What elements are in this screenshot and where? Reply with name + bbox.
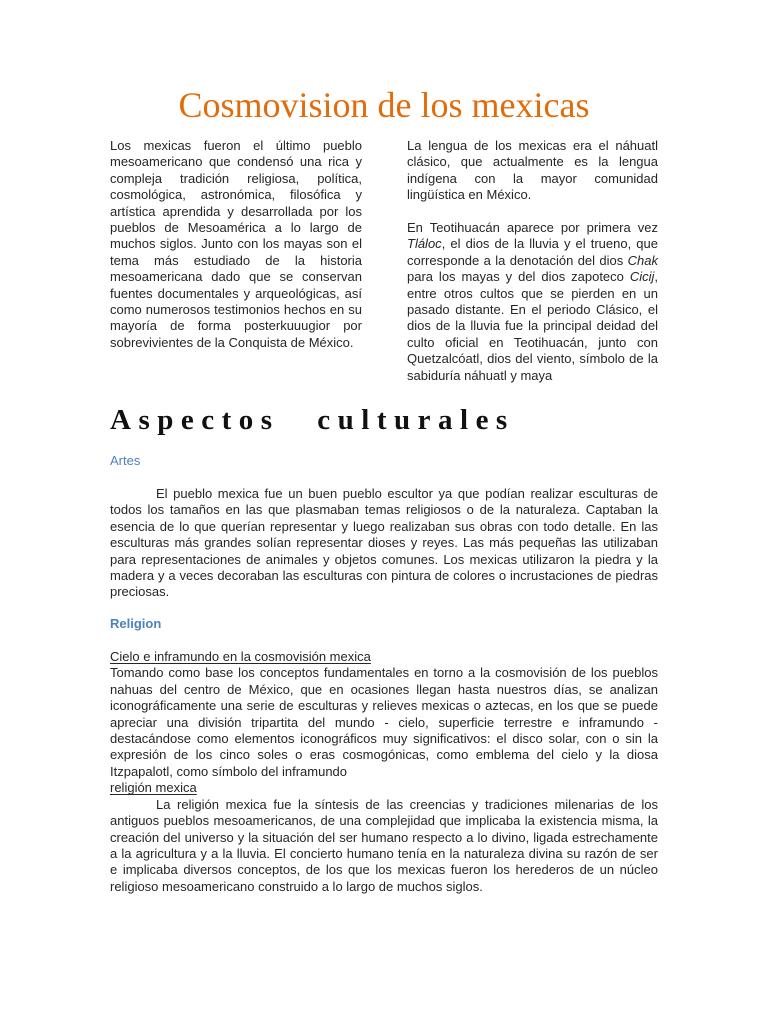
- intro-right-paragraph-teotihuacan: [407, 220, 658, 384]
- deity-name-tlaloc: Tláloc: [407, 236, 442, 252]
- religion-mexica-subheading: religión mexica: [110, 780, 197, 796]
- intro-left-paragraph: Los mexicas fueron el último pueblo mesoamericano que condensó una rica y compleja tradición religiosa, política, cosmológica, astronómica, filosófica y artística aprendida y desarrollada por los pueblos de Mesoamérica a lo largo de muchos siglos. Junto con los mayas son el tema más estudiado de la historia mesoamericana dado que se conservan fuentes documentales y arqueológicas, así como numerosos testimonios hechos en su mayoría de forma posterkuuugior por sobrevivientes de la Conquista de México.: [110, 138, 362, 350]
- paragraph-text-segment: En Teotihuacán aparece por primera vez: [407, 220, 658, 236]
- document-title: Cosmovision de los mexicas: [178, 85, 590, 125]
- paragraph-text-segment: , el dios de la lluvia y el trueno, que corresponde a la denotación del dios: [407, 236, 658, 268]
- intro-left-column: [110, 138, 362, 384]
- section-heading-aspectos-culturales: Aspectos culturales: [110, 404, 515, 436]
- intro-right-paragraph-lengua: La lengua de los mexicas era el náhuatl clásico, que actualmente es la lengua indígena con la mayor comunidad lingüística en México.: [407, 138, 658, 203]
- aspectos-body: [110, 453, 658, 895]
- deity-name-chak: Chak: [627, 252, 658, 268]
- religion-label: Religion: [110, 616, 162, 632]
- cielo-inframundo-subheading: Cielo e inframundo en la cosmovisión mexica: [110, 649, 371, 665]
- cielo-inframundo-paragraph: Tomando como base los conceptos fundamentales en torno a la cosmovisión de los pueblos nahuas del centro de México, que en ocasiones llegan hasta nuestros días, se analizan iconográficamente una serie de esculturas y relieves mexicas o aztecas, en los que se puede apreciar una división tripartita del mundo - cielo, superficie terrestre e inframundo - destacándose como elementos iconográficos muy significativos: el disco solar, con o sin la expresión de los cinco soles o eras cosmogónicas, como emblema del cielo y la diosa Itzpapalotl, como símbolo del inframundo: [110, 665, 658, 779]
- religion-mexica-paragraph: La religión mexica fue la síntesis de las creencias y tradiciones milenarias de los antiguos pueblos mesoamericanos, de una complejidad que implicaba la existencia misma, la creación del universo y la situación del ser humano respecto a lo divino, ligada estrechamente a la agricultura y a la lluvia. El concierto humano tenía en la naturaleza divina su razón de ser e implicaba diversos conceptos, de los que los mexicas fueron los herederos de un núcleo religioso mesoamericano construido a lo largo de muchos siglos.: [110, 796, 658, 894]
- artes-label: Artes: [110, 453, 141, 468]
- intro-columns: [110, 138, 658, 384]
- paragraph-text-segment: , entre otros cultos que se pierden en un pasado distante. En el periodo Clásico, el dios de la lluvia fue la principal deidad del culto oficial en Teotihuacán, junto con Quetzalcóatl, dios del viento, símbolo de la sabiduría náhuatl y maya: [407, 269, 658, 383]
- paragraph-text-segment: para los mayas y del dios zapoteco: [407, 269, 630, 285]
- deity-name-cicij: Cicij: [629, 269, 655, 285]
- artes-paragraph: El pueblo mexica fue un buen pueblo escultor ya que podían realizar esculturas de todos los tamaños en las que plasmaban temas religiosos o de la naturaleza. Captaban la esencia de lo que querían representar y luego realizaban sus obras con todo detalle. En las esculturas más grandes solían representar dioses y reyes. Las más pequeñas las utilizaban para representaciones de animales y objetos comunes. Los mexicas utilizaron la piedra y la madera y a veces decoraban las esculturas con pintura de colores o incrustaciones de piedras preciosas.: [110, 486, 658, 600]
- intro-right-column: [407, 138, 658, 384]
